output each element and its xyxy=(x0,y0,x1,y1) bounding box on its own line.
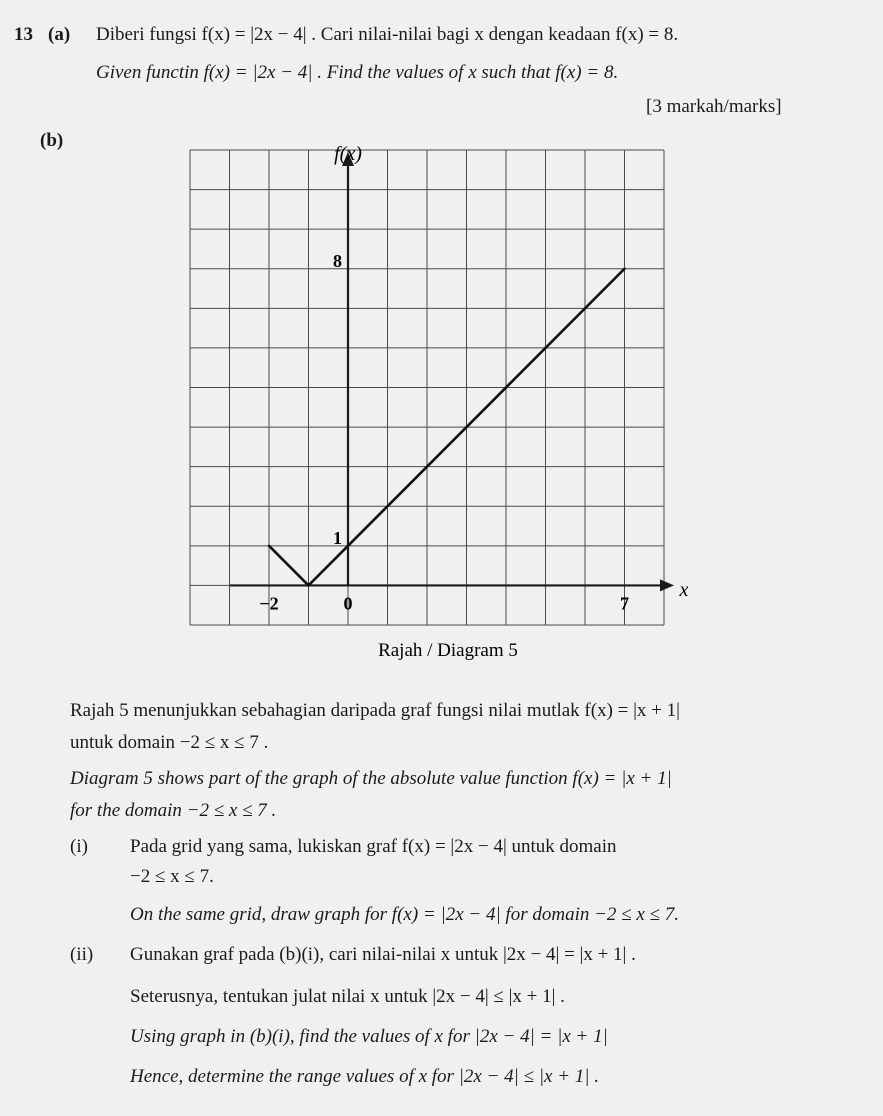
question-number: 13 xyxy=(14,24,33,45)
y-tick-label: 8 xyxy=(333,250,342,271)
diagram-caption: Rajah / Diagram 5 xyxy=(378,640,518,661)
sub-i-label: (i) xyxy=(70,836,88,857)
x-tick-label: 0 xyxy=(343,593,353,614)
x-tick-label: 7 xyxy=(620,593,629,614)
part-b-description-english-2: for the domain −2 ≤ x ≤ 7 . xyxy=(70,800,277,821)
y-axis-label: f(x) xyxy=(334,143,362,165)
part-b-description-english-1: Diagram 5 shows part of the graph of the absolute value function f(x) = |x + 1| xyxy=(70,768,672,789)
part-a-malay: Diberi fungsi f(x) = |2x − 4| . Cari nilai-nilai bagi x dengan keadaan f(x) = 8. xyxy=(96,24,679,45)
sub-i-malay-2: −2 ≤ x ≤ 7. xyxy=(130,866,214,887)
sub-ii-malay-2: Seterusnya, tentukan julat nilai x untuk |2x − 4| ≤ |x + 1| . xyxy=(130,986,565,1007)
sub-ii-label: (ii) xyxy=(70,944,94,965)
axes xyxy=(230,152,674,591)
part-a-english: Given functin f(x) = |2x − 4| . Find the values of x such that f(x) = 8. xyxy=(96,62,619,83)
part-b-description-malay-1: Rajah 5 menunjukkan sebahagian daripada graf fungsi nilai mutlak f(x) = |x + 1| xyxy=(70,700,680,721)
part-b-description-malay-2: untuk domain −2 ≤ x ≤ 7 . xyxy=(70,732,269,753)
sub-ii-english-1: Using graph in (b)(i), find the values of x for |2x − 4| = |x + 1| xyxy=(130,1026,608,1047)
sub-i-malay-1: Pada grid yang sama, lukiskan graf f(x) = |2x − 4| untuk domain xyxy=(130,836,617,857)
y-tick-label: 1 xyxy=(333,527,342,548)
sub-i-english: On the same grid, draw graph for f(x) = |2x − 4| for domain −2 ≤ x ≤ 7. xyxy=(130,904,679,925)
grid xyxy=(190,150,664,625)
series-line-segment xyxy=(269,546,309,586)
part-a-label: (a) xyxy=(48,24,71,45)
x-axis-label: x xyxy=(679,579,689,601)
x-tick-label: −2 xyxy=(259,593,279,614)
sub-ii-english-2: Hence, determine the range values of x for |2x − 4| ≤ |x + 1| . xyxy=(130,1066,600,1087)
x-axis-arrow xyxy=(660,579,674,591)
part-b-label: (b) xyxy=(40,130,64,151)
sub-ii-malay-1: Gunakan graf pada (b)(i), cari nilai-nilai x untuk |2x − 4| = |x + 1| . xyxy=(130,944,636,965)
part-a-marks: [3 markah/marks] xyxy=(646,96,782,117)
